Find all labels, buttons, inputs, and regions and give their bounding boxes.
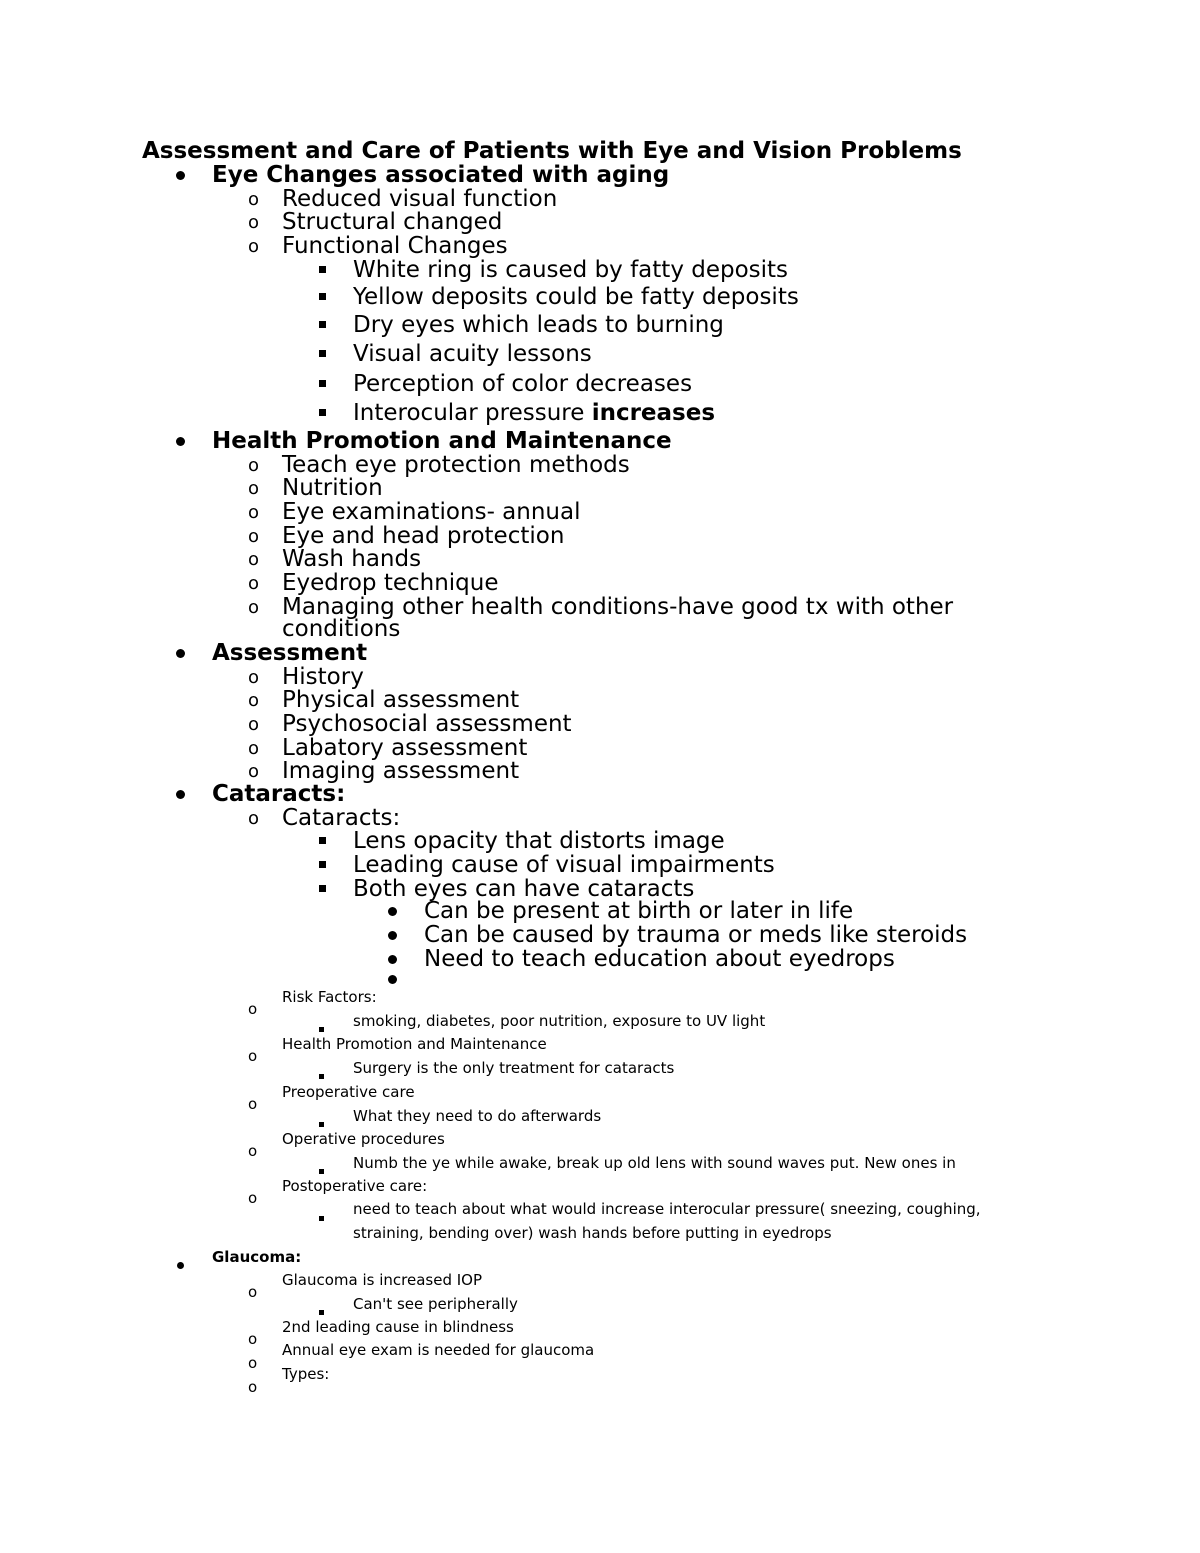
bullet-disc-icon (177, 1262, 184, 1269)
list-item: Functional Changes (282, 233, 508, 259)
list-item: Need to teach education about eyedrops (424, 946, 895, 972)
bullet-square-icon (319, 1310, 324, 1315)
list-item: Types: (282, 1365, 330, 1383)
bullet-circle-icon: o (248, 455, 260, 476)
bullet-circle-icon: o (248, 761, 260, 782)
bullet-circle-icon: o (248, 1330, 258, 1348)
list-item-iop (353, 402, 715, 425)
list-item: Nutrition (282, 475, 383, 501)
iop-emphasis: increases (591, 400, 716, 426)
bullet-circle-icon: o (248, 1142, 258, 1160)
bullet-circle-icon: o (248, 1283, 258, 1301)
list-item: Perception of color decreases (353, 371, 693, 397)
bullet-square-icon (319, 1216, 324, 1221)
list-item: Risk Factors: (282, 988, 377, 1006)
list-item-continuation: conditions (282, 616, 401, 642)
bullet-square-icon (319, 885, 326, 892)
bullet-circle-icon: o (248, 502, 260, 523)
bullet-circle-icon: o (248, 738, 260, 759)
bullet-square-icon (319, 1122, 324, 1127)
list-item: Leading cause of visual impairments (353, 852, 775, 878)
list-item: Physical assessment (282, 687, 520, 713)
list-item: Psychosocial assessment (282, 711, 572, 737)
bullet-circle-icon: o (248, 1189, 258, 1207)
list-item: Reduced visual function (282, 186, 558, 212)
list-item: need to teach about what would increase interocular pressure( sneezing, coughing, (353, 1200, 981, 1218)
bullet-square-icon (319, 350, 326, 357)
bullet-circle-icon: o (248, 1354, 258, 1372)
bullet-square-icon (319, 861, 326, 868)
bullet-disc-icon (176, 171, 185, 180)
list-item: Eye and head protection (282, 523, 565, 549)
bullet-square-icon (319, 409, 326, 416)
bullet-disc-icon (388, 931, 397, 940)
bullet-circle-icon: o (248, 690, 260, 711)
bullet-circle-icon: o (248, 1378, 258, 1396)
list-item: Dry eyes which leads to burning (353, 312, 724, 338)
list-item: Surgery is the only treatment for cataracts (353, 1059, 675, 1077)
bullet-circle-icon: o (248, 236, 260, 257)
list-item: Visual acuity lessons (353, 341, 592, 367)
bullet-square-icon (319, 837, 326, 844)
list-item: History (282, 664, 364, 690)
bullet-circle-icon: o (248, 808, 260, 829)
list-item: Preoperative care (282, 1083, 415, 1101)
list-item: Teach eye protection methods (282, 452, 630, 478)
list-item: Health Promotion and Maintenance (282, 1035, 547, 1053)
bullet-circle-icon: o (248, 597, 260, 618)
list-item: Imaging assessment (282, 758, 520, 784)
list-item: Can't see peripherally (353, 1295, 518, 1313)
bullet-disc-icon (176, 437, 185, 446)
list-item: Cataracts: (282, 805, 401, 831)
list-item: 2nd leading cause in blindness (282, 1318, 514, 1336)
list-item: Eyedrop technique (282, 570, 499, 596)
bullet-square-icon (319, 1027, 324, 1032)
list-item: Labatory assessment (282, 735, 528, 761)
list-item: Operative procedures (282, 1130, 445, 1148)
section-heading-health: Health Promotion and Maintenance (212, 428, 672, 454)
bullet-square-icon (319, 1074, 324, 1079)
bullet-disc-icon (176, 790, 185, 799)
bullet-disc-icon (388, 955, 397, 964)
list-item: Lens opacity that distorts image (353, 828, 725, 854)
bullet-circle-icon: o (248, 667, 260, 688)
list-item: Yellow deposits could be fatty deposits (353, 284, 799, 310)
list-item: Postoperative care: (282, 1177, 428, 1195)
section-heading-eye-changes: Eye Changes associated with aging (212, 162, 670, 188)
list-item: Can be caused by trauma or meds like steroids (424, 922, 968, 948)
list-item: Numb the ye while awake, break up old lens with sound waves put. New ones in (353, 1154, 956, 1172)
bullet-circle-icon: o (248, 549, 260, 570)
bullet-square-icon (319, 1169, 324, 1174)
list-item: What they need to do afterwards (353, 1107, 602, 1125)
bullet-circle-icon: o (248, 189, 260, 210)
bullet-circle-icon: o (248, 478, 260, 499)
bullet-disc-icon-empty (388, 975, 397, 984)
list-item-continuation: straining, bending over) wash hands before putting in eyedrops (353, 1224, 832, 1242)
list-item: White ring is caused by fatty deposits (353, 257, 789, 283)
bullet-square-icon (319, 321, 326, 328)
list-item: Glaucoma is increased IOP (282, 1271, 483, 1289)
list-item: Wash hands (282, 546, 422, 572)
list-item: Both eyes can have cataracts (353, 876, 695, 902)
bullet-circle-icon: o (248, 526, 260, 547)
bullet-disc-icon (176, 649, 185, 658)
list-item: Eye examinations- annual (282, 499, 581, 525)
list-item: Can be present at birth or later in life (424, 898, 854, 924)
list-item: smoking, diabetes, poor nutrition, exposure to UV light (353, 1012, 766, 1030)
list-item: Managing other health conditions-have good tx with other (282, 594, 954, 620)
bullet-circle-icon: o (248, 212, 260, 233)
bullet-circle-icon: o (248, 573, 260, 594)
document-title: Assessment and Care of Patients with Eye and Vision Problems (142, 138, 962, 164)
list-item: Annual eye exam is needed for glaucoma (282, 1341, 595, 1359)
bullet-circle-icon: o (248, 1095, 258, 1113)
bullet-circle-icon: o (248, 714, 260, 735)
section-heading-cataracts: Cataracts: (212, 781, 346, 807)
bullet-disc-icon (388, 907, 397, 916)
bullet-square-icon (319, 380, 326, 387)
section-heading-glaucoma: Glaucoma: (212, 1248, 302, 1266)
section-heading-assessment: Assessment (212, 640, 368, 666)
bullet-circle-icon: o (248, 1047, 258, 1065)
bullet-square-icon (319, 266, 326, 273)
list-item: Structural changed (282, 209, 503, 235)
bullet-square-icon (319, 293, 326, 300)
iop-text: Interocular pressure (353, 400, 592, 426)
bullet-circle-icon: o (248, 1000, 258, 1018)
